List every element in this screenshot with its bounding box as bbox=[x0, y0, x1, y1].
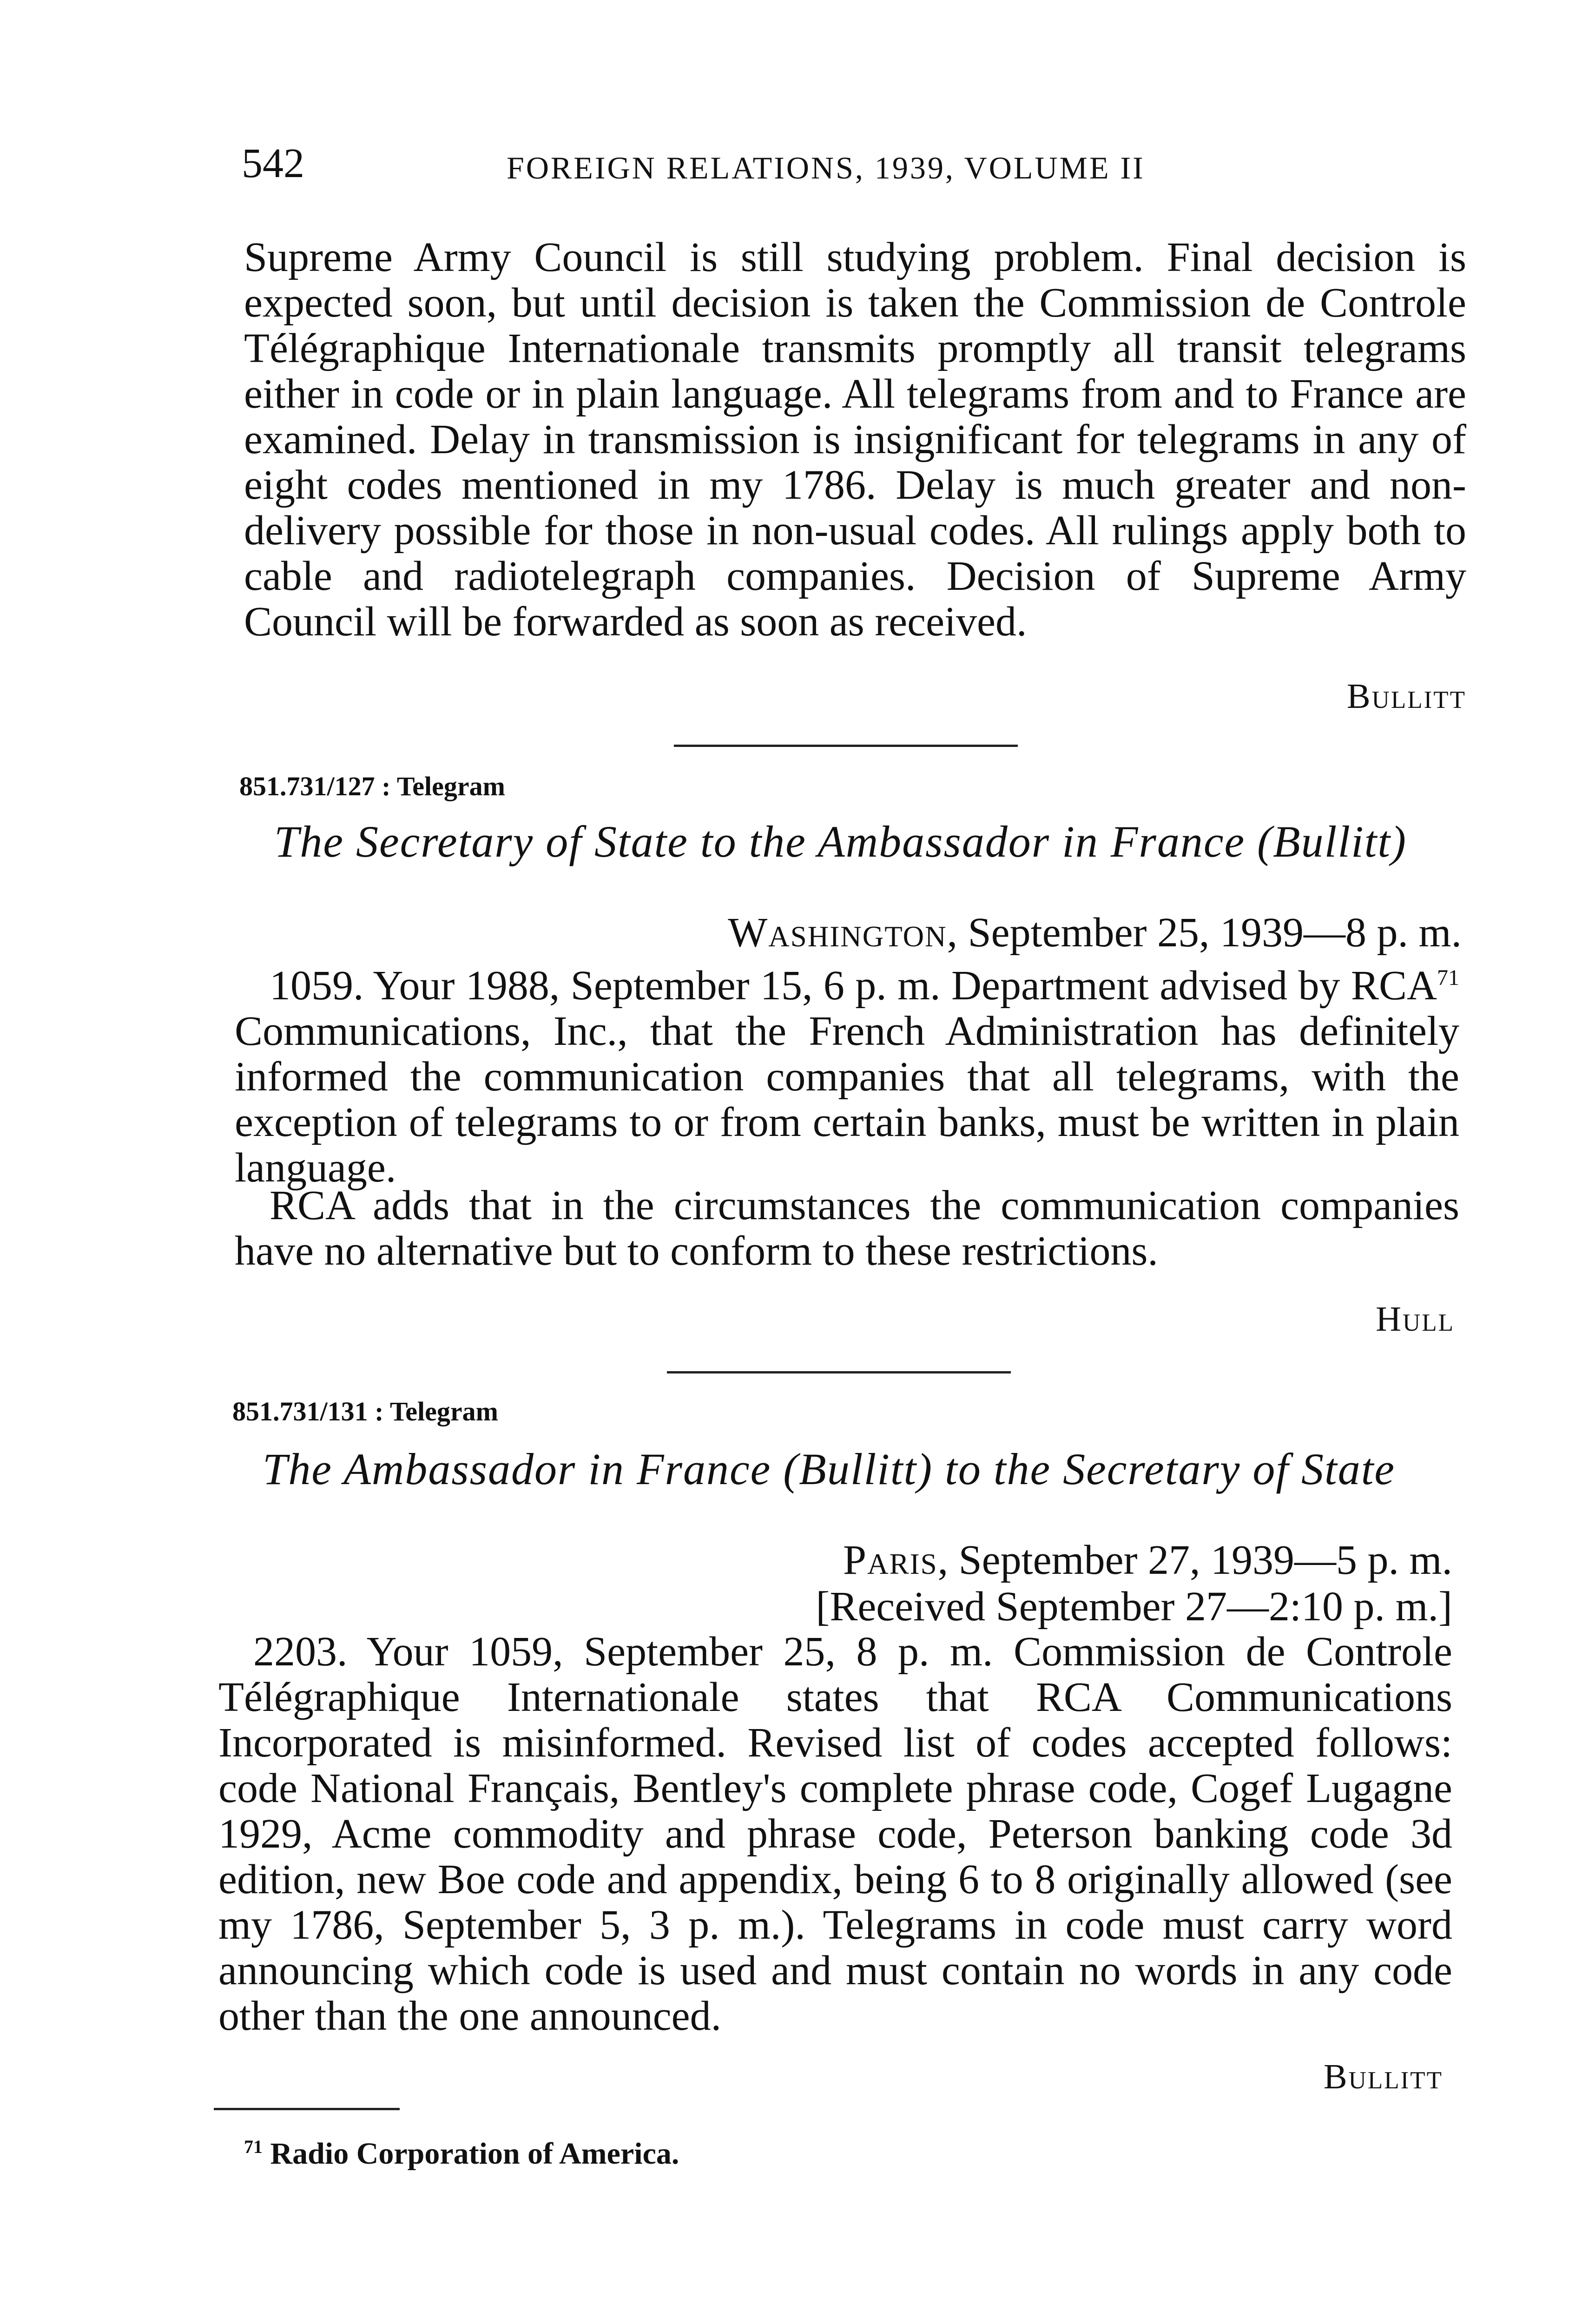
section-divider bbox=[667, 1371, 1011, 1373]
place-date-line bbox=[651, 909, 1462, 957]
document-title: The Secretary of State to the Ambassador in France (Bullitt) bbox=[274, 817, 1407, 866]
file-number: 851.731/131 : Telegram bbox=[232, 1396, 498, 1426]
continuation-paragraph: Supreme Army Council is still studying problem. Final decision is expected soon, but until decision is taken the Commission de Controle Télégraphique Internationale transmits promptly all transit telegrams either in code or in plain language. All telegrams from and to France are examined. Delay in transmission is insignificant for telegrams in any of eight codes mentioned in my 1786. Delay is much greater and non-delivery possible for those in non-usual codes. All rulings apply both to cable and radiotelegraph companies. Decision of Supreme Army Council will be forwarded as soon as received. bbox=[244, 234, 1466, 645]
footnote-divider bbox=[214, 2108, 400, 2110]
signature-hull: Hull bbox=[1376, 1300, 1455, 1339]
section-divider bbox=[674, 745, 1018, 747]
date: , September 25, 1939—8 p. m. bbox=[947, 910, 1462, 956]
footnote-reference: 71 bbox=[1437, 965, 1459, 990]
signature-bullitt-1: Bullitt bbox=[1346, 677, 1466, 716]
file-number: 851.731/127 : Telegram bbox=[239, 771, 505, 801]
footnote bbox=[244, 2136, 679, 2172]
page-header bbox=[242, 139, 1450, 205]
place: Washington bbox=[728, 910, 947, 956]
telegram-paragraph: 2203. Your 1059, September 25, 8 p. m. Commission de Controle Télégraphique Internationale states that RCA Communications Incorporated is misinformed. Revised list of codes accepted follows: code National Français, Bentley's complete phrase code, Cogef Lugagne 1929, Acme commodity and phrase code, Peterson banking code 3d edition, new Boe code and appendix, being 6 to 8 originally allowed (see my 1786, September 5, 3 p. m.). Telegrams in code must carry word announcing which code is used and must contain no words in any code other than the one announced. bbox=[218, 1629, 1452, 2039]
date: , September 27, 1939—5 p. m. bbox=[937, 1537, 1452, 1583]
document-title: The Ambassador in France (Bullitt) to the Secretary of State bbox=[263, 1444, 1395, 1494]
place-date-line bbox=[641, 1536, 1452, 1584]
received-line: [Received September 27—2:10 p. m.] bbox=[816, 1584, 1452, 1630]
footnote-text: Radio Corporation of America. bbox=[270, 2137, 679, 2171]
running-head: FOREIGN RELATIONS, 1939, VOLUME II bbox=[507, 150, 1145, 185]
place: Paris bbox=[843, 1537, 938, 1583]
telegram-paragraph: RCA adds that in the circumstances the communication companies have no alternative but to conform to these restrictions. bbox=[235, 1182, 1459, 1274]
telegram-paragraph: 1059. Your 1988, September 15, 6 p. m. Department advised by RCA$^{71}$ Communications, Inc., that the French Administration has definitely informed the communication companies that all telegrams, with the exception of telegrams to or from certain banks, must be written in plain language. bbox=[235, 963, 1459, 1191]
footnote-marker: 71 bbox=[244, 2136, 263, 2157]
signature-bullitt-2: Bullitt bbox=[1323, 2057, 1443, 2096]
page-number: 542 bbox=[242, 140, 304, 186]
